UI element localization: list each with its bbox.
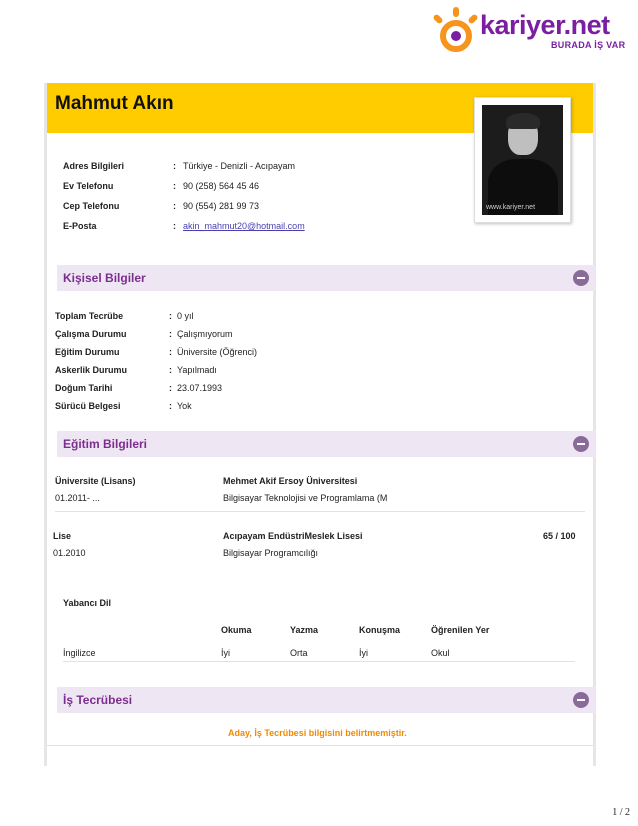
lang-col-reading: Okuma: [221, 625, 252, 635]
edu-date: 01.2011- ...: [55, 493, 100, 503]
edu-level: Lise: [53, 531, 72, 541]
contact-label: E-Posta: [63, 221, 97, 231]
page-number: 1 / 2: [612, 807, 630, 818]
lang-col-writing: Yazma: [290, 625, 319, 635]
profile-photo-frame: [474, 97, 571, 223]
collapse-icon[interactable]: [573, 270, 589, 286]
logo-tagline: BURADA İŞ VAR: [551, 40, 626, 50]
edu-department: Bilgisayar Programcılığı: [223, 548, 319, 558]
lang-col-learned-at: Öğrenilen Yer: [431, 625, 490, 635]
email-link[interactable]: akin_mahmut20@hotmail.com: [183, 221, 305, 231]
photo-watermark: www.kariyer.net: [486, 204, 536, 211]
divider: [47, 745, 593, 746]
edu-school: Acıpayam EndüstriMeslek Lisesi: [223, 531, 363, 541]
contact-label: Adres Bilgileri: [63, 161, 125, 171]
divider: [63, 661, 575, 662]
contact-value: Türkiye - Denizli - Acıpayam: [183, 161, 296, 171]
experience-notice: Aday, İş Tecrübesi bilgisini belirtmemiştir.: [228, 728, 407, 738]
collapse-icon[interactable]: [573, 436, 589, 452]
lang-name: İngilizce: [63, 648, 96, 658]
candidate-name: Mahmut Akın: [55, 93, 174, 114]
logo-wordmark: kariyer.net: [480, 10, 610, 40]
logo-sun-icon: [430, 4, 480, 58]
edu-grade: 65 / 100: [543, 531, 576, 541]
lang-reading: İyi: [221, 648, 230, 658]
section-title: Kişisel Bilgiler: [63, 271, 146, 285]
lang-writing: Orta: [290, 648, 308, 658]
contact-label: Cep Telefonu: [63, 201, 120, 211]
profile-photo: [482, 105, 563, 215]
languages-title: Yabancı Dil: [63, 598, 112, 608]
section-title: Eğitim Bilgileri: [63, 437, 148, 451]
contact-value: 90 (554) 281 99 73: [183, 201, 260, 211]
collapse-icon[interactable]: [573, 692, 589, 708]
lang-col-speaking: Konuşma: [359, 625, 401, 635]
edu-date: 01.2010: [53, 548, 86, 558]
section-experience: [57, 687, 595, 713]
contact-value: 90 (258) 564 45 46: [183, 181, 260, 191]
cv-card: Mahmut Akın www.kariyer.net Adres Bilgileri : Türkiye - Denizli - Acıpayam Ev Telefonu : 90 (258) 564 45 46 Cep Telefonu : 90 (554) 281 99 73 E-Posta : akin_mahmut20@hotmail.com Kişisel Bilgiler Toplam Tecrübe : 0 yıl Çalışma Durumu : Çalışmıyorum Eğitim Durumu : Üniversite (Öğrenci) Askerlik Durumu : Yapılmadı Doğum Tarihi : 23.07.1993 Sürücü Belgesi : Yok Eğitim Bilgileri Üniversite (Lisans) Mehmet Akif Ersoy Üniversitesi 01.2011- ... Bilgisayar Teknolojisi ve Programlama (M Lise Acıpayam EndüstriMeslek Lisesi 65 / 100 01.2010 Bilgisayar Programcılığı Yabancı Dil Okuma Yazma Konuşma Öğrenilen Yer İngilizce İyi Orta İyi Okul İş Tecrübesi: [44, 83, 596, 766]
lang-speaking: İyi: [359, 648, 368, 658]
edu-level: Üniversite (Lisans): [55, 476, 136, 486]
divider: [55, 511, 585, 512]
section-education: [57, 431, 595, 457]
edu-department: Bilgisayar Teknolojisi ve Programlama (M: [223, 493, 388, 503]
lang-learned-at: Okul: [431, 648, 450, 658]
edu-school: Mehmet Akif Ersoy Üniversitesi: [223, 476, 358, 486]
contact-label: Ev Telefonu: [63, 181, 114, 191]
section-personal: [57, 265, 595, 291]
kariyer-logo: [430, 4, 630, 58]
section-title: İş Tecrübesi: [63, 693, 133, 707]
